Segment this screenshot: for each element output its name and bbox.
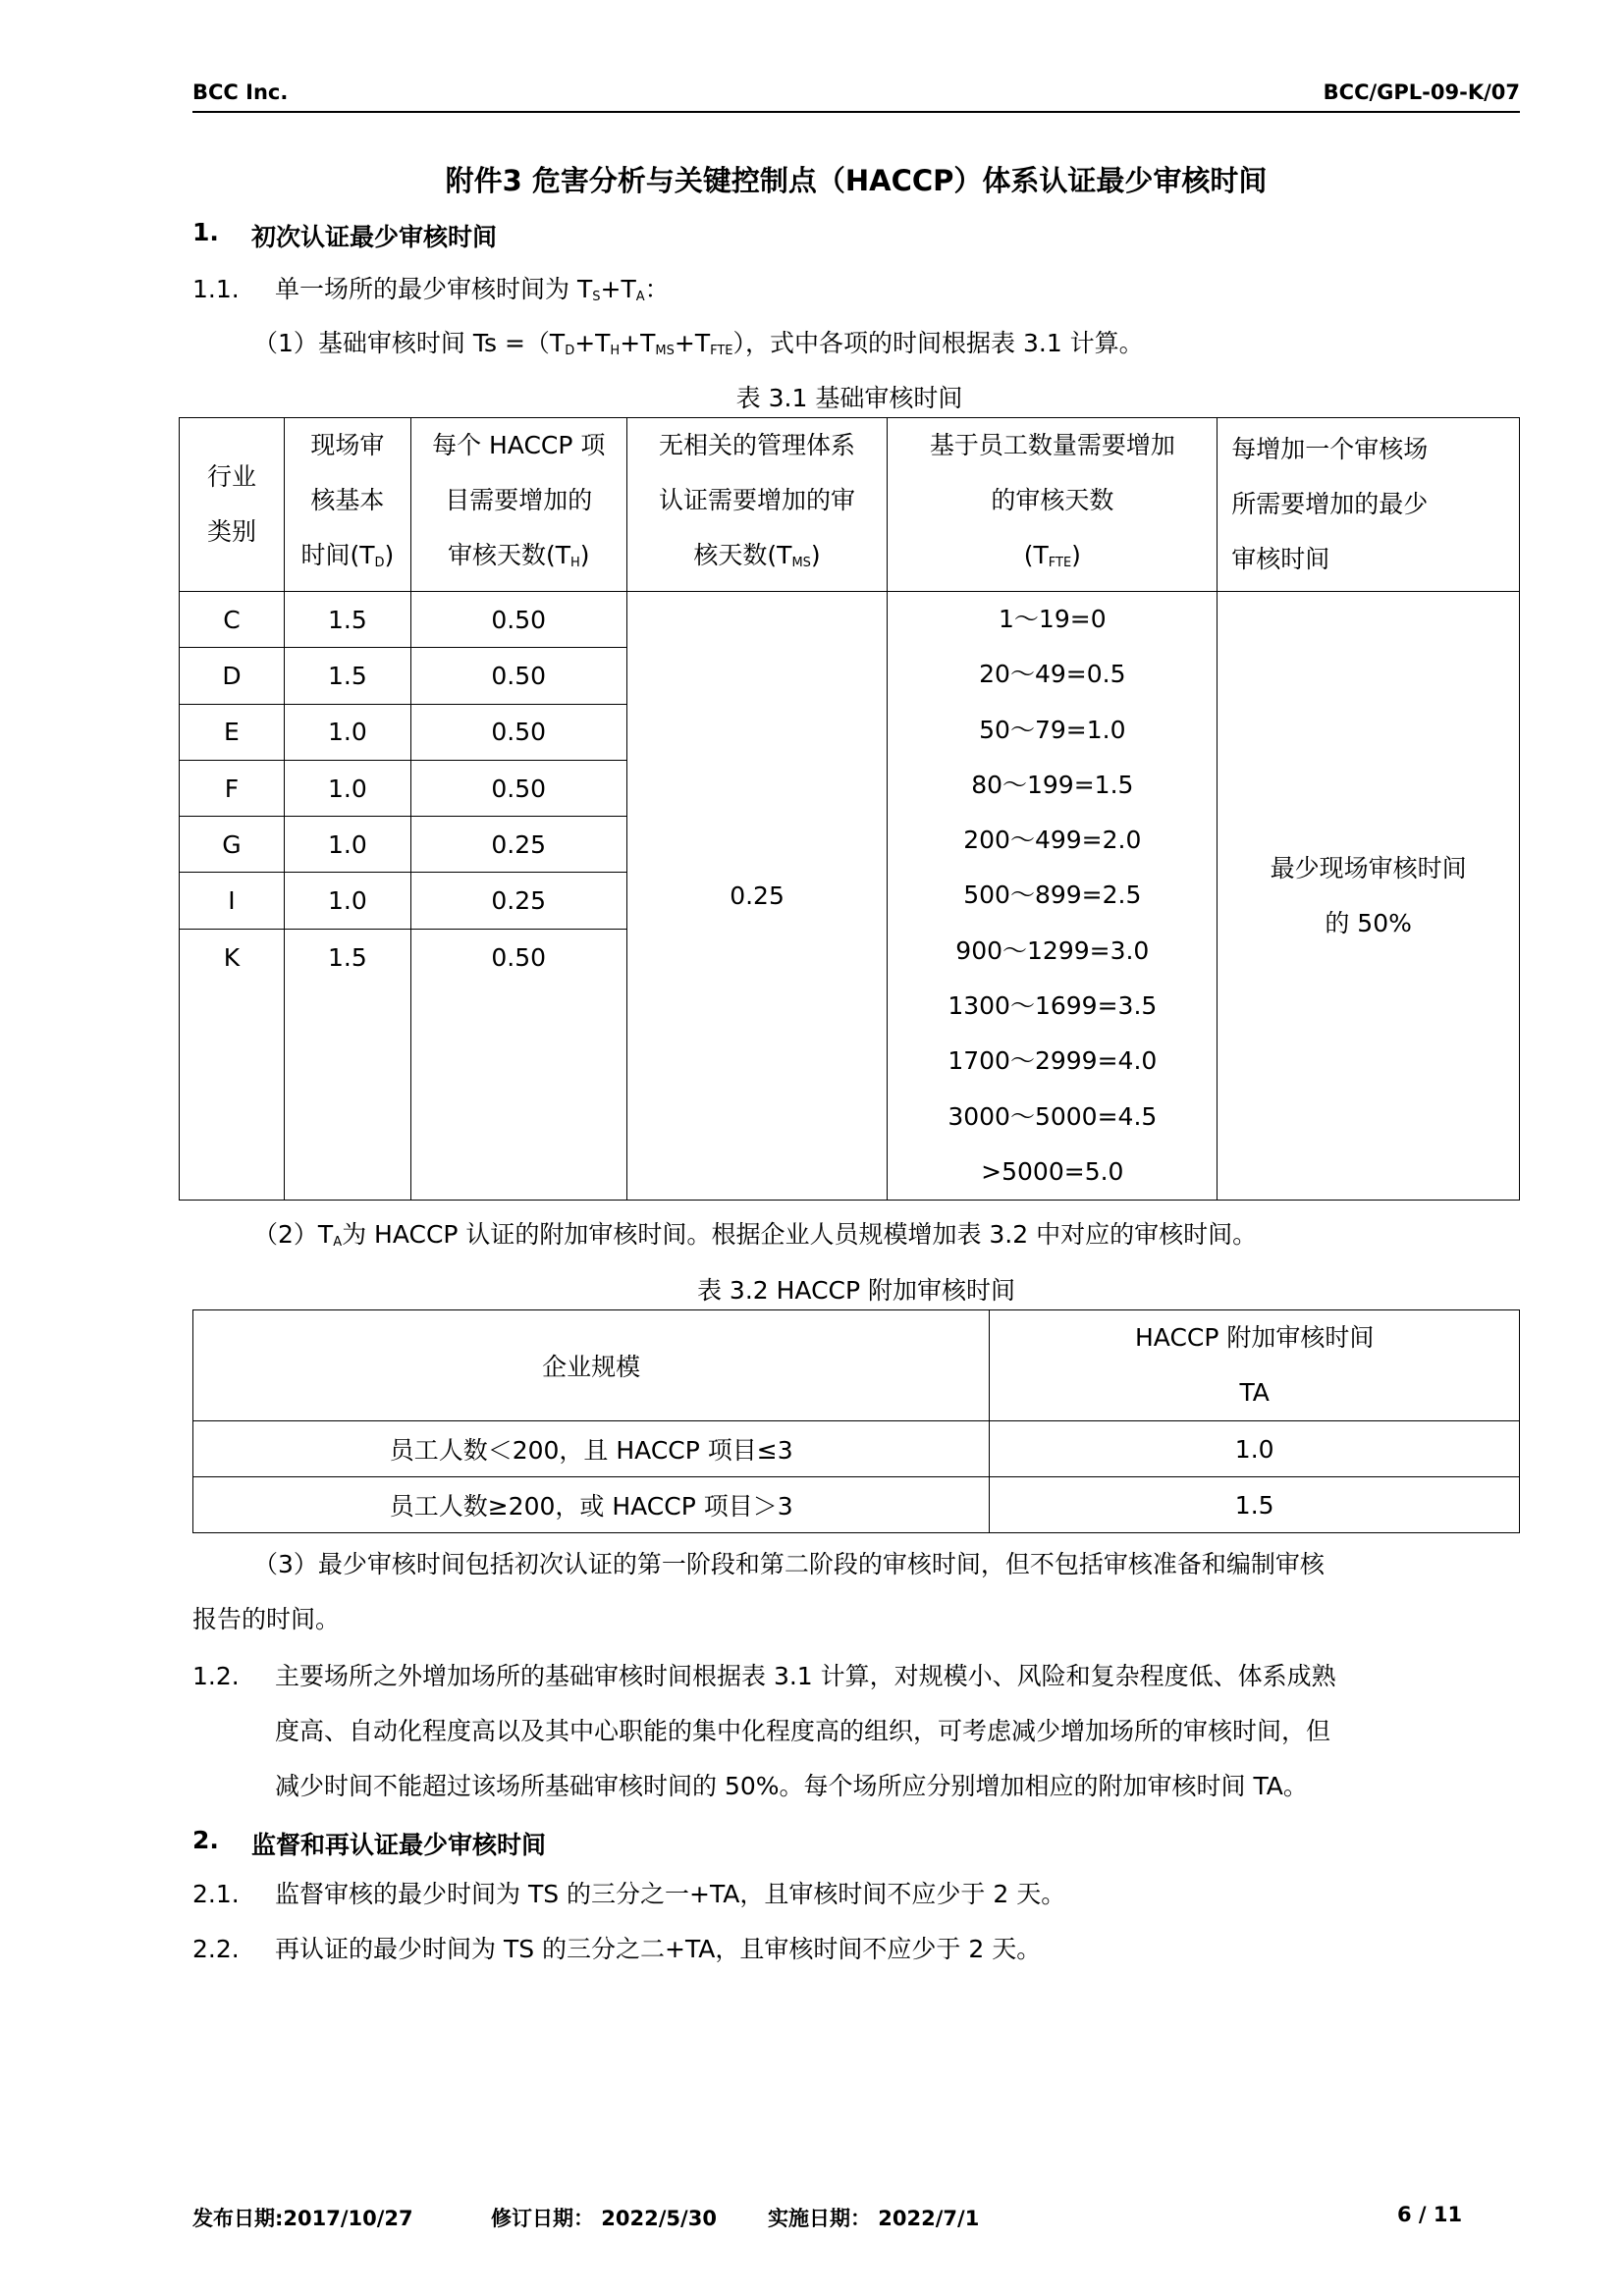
fte-range: 500～899=2.5 — [963, 881, 1142, 910]
cell-category: F — [180, 760, 285, 816]
cell-scale: 员工人数≥200，或 HACCP 项目＞3 — [193, 1477, 990, 1533]
table-row — [193, 1477, 1520, 1533]
th-no-mgmt-system-days: 无相关的管理体系 认证需要增加的审 核天数$(T_{MS})$ — [626, 418, 888, 592]
footer-issue-date: 发布日期:2017/10/27 — [192, 2207, 413, 2230]
table-row — [180, 592, 1520, 648]
table1-header-row — [180, 418, 1520, 592]
cell-ta: 1.0 — [990, 1421, 1520, 1477]
cell-empty — [180, 986, 285, 1201]
fte-range: 50～79=1.0 — [979, 715, 1126, 744]
cell-th: 0.50 — [410, 648, 626, 704]
page-title: 附件3 危害分析与关键控制点（HACCP）体系认证最少审核时间 — [445, 164, 1268, 197]
cell-category: E — [180, 704, 285, 760]
cell-category: D — [180, 648, 285, 704]
cell-th: 0.50 — [410, 760, 626, 816]
header-rule — [192, 111, 1520, 113]
section-1-heading: 初次认证最少审核时间 — [251, 223, 498, 251]
clause-2-2-text: 再认证的最少时间为 TS 的三分之二+TA，且审核时间不应少于 2 天。 — [275, 1935, 1042, 1963]
fte-range: >5000=5.0 — [981, 1156, 1124, 1186]
th-employee-based-days: 基于员工数量需要增加 的审核天数 $(T_{FTE})$ — [888, 418, 1218, 592]
cell-th: 0.25 — [410, 817, 626, 873]
header-doc-code: BCC/GPL-09-K/07 — [1323, 80, 1520, 104]
section-1-number: 1. — [192, 218, 219, 246]
para-3-line-2: 报告的时间。 — [192, 1605, 341, 1633]
section-2-number: 2. — [192, 1826, 219, 1854]
cell-category: G — [180, 817, 285, 873]
cell-category: C — [180, 592, 285, 648]
th-industry-category: 行业 类别 — [180, 418, 285, 592]
para-2-ta: $(2)T_A$为 HACCP 认证的附加审核时间。根据企业人员规模增加表 3.2 中对应的审核时间。 — [253, 1220, 1258, 1250]
footer-revision-date: 修订日期： 2022/5/30 — [491, 2207, 717, 2230]
cell-td: 1.5 — [284, 648, 410, 704]
cell-fte-ranges — [888, 592, 1218, 1201]
th-enterprise-scale: 企业规模 — [193, 1310, 990, 1421]
fte-range: 200～499=2.0 — [963, 826, 1142, 855]
cell-td: 1.0 — [284, 873, 410, 929]
fte-range: 1～19=0 — [999, 605, 1107, 633]
clause-1-2-line-2: 度高、自动化程度高以及其中心职能的集中化程度高的组织，可考虑减少增加场所的审核时间，但 — [275, 1717, 1331, 1745]
cell-th: 0.50 — [410, 704, 626, 760]
cell-scale: 员工人数＜200，且 HACCP 项目≤3 — [193, 1421, 990, 1477]
cell-td: 1.0 — [284, 760, 410, 816]
para-1-base-time: （1）基础审核时间 $Ts =(T_D+T_H+T_{MS}+T_{FTE})$，式中各项的时间根据表 3.1 计算。 — [253, 329, 1144, 358]
table2-caption: 表 3.2 HACCP 附加审核时间 — [696, 1276, 1016, 1305]
cell-td: 1.5 — [284, 592, 410, 648]
clause-1-2-line-1: 主要场所之外增加场所的基础审核时间根据表 3.1 计算，对规模小、风险和复杂程度低、体系成熟 — [275, 1662, 1336, 1690]
th-extra-site-time: 每增加一个审核场 所需要增加的最少 审核时间 — [1218, 418, 1520, 592]
fte-range: 3000～5000=4.5 — [947, 1101, 1158, 1131]
section-2-heading: 监督和再认证最少审核时间 — [251, 1831, 547, 1859]
para-3-line-1: （3）最少审核时间包括初次认证的第一阶段和第二阶段的审核时间，但不包括审核准备和编制审核 — [253, 1550, 1325, 1578]
th-haccp-additional-time: HACCP 附加审核时间 TA — [990, 1310, 1520, 1421]
clause-2-2-number: 2.2. — [192, 1935, 240, 1963]
table-base-audit-time — [179, 417, 1520, 1201]
cell-category: I — [180, 873, 285, 929]
clause-1-1-text: 单一场所的最少审核时间为 $T_S+T_A$： — [275, 275, 670, 304]
cell-td: 1.0 — [284, 817, 410, 873]
clause-2-1-number: 2.1. — [192, 1880, 240, 1908]
clause-1-2-line-3: 减少时间不能超过该场所基础审核时间的 50%。每个场所应分别增加相应的附加审核时间 TA。 — [275, 1772, 1308, 1800]
table2-header-row — [193, 1310, 1520, 1421]
clause-1-1-number: 1.1. — [192, 275, 240, 303]
header-company: BCC Inc. — [192, 80, 289, 104]
clause-2-1-text: 监督审核的最少时间为 TS 的三分之一+TA，且审核时间不应少于 2 天。 — [275, 1880, 1066, 1908]
fte-range: 900～1299=3.0 — [955, 935, 1150, 965]
cell-category: K — [180, 929, 285, 985]
cell-th: 0.25 — [410, 873, 626, 929]
cell-th: 0.50 — [410, 929, 626, 985]
fte-range: 80～199=1.5 — [971, 770, 1134, 799]
cell-ta: 1.5 — [990, 1477, 1520, 1533]
fte-range: 20～49=0.5 — [979, 660, 1126, 689]
th-onsite-base-time: 现场审 核基本 时间$(T_D)$ — [284, 418, 410, 592]
cell-empty — [284, 986, 410, 1201]
footer-page-number: 6 / 11 — [1397, 2203, 1463, 2226]
cell-td: 1.5 — [284, 929, 410, 985]
fte-range: 1700～2999=4.0 — [947, 1046, 1158, 1076]
footer-effective-date: 实施日期： 2022/7/1 — [768, 2207, 980, 2230]
cell-tms-value: 0.25 — [626, 592, 888, 1201]
fte-range: 1300～1699=3.5 — [947, 991, 1158, 1021]
clause-1-2-number: 1.2. — [192, 1662, 240, 1690]
th-haccp-item-days: 每个 HACCP 项 目需要增加的 审核天数$(T_H)$ — [410, 418, 626, 592]
cell-empty — [410, 986, 626, 1201]
table-haccp-additional-time — [192, 1309, 1520, 1533]
table-row — [193, 1421, 1520, 1477]
cell-th: 0.50 — [410, 592, 626, 648]
table1-caption: 表 3.1 基础审核时间 — [735, 384, 963, 412]
cell-extra-site-value: 最少现场审核时间 的 50% — [1218, 592, 1520, 1201]
cell-td: 1.0 — [284, 704, 410, 760]
